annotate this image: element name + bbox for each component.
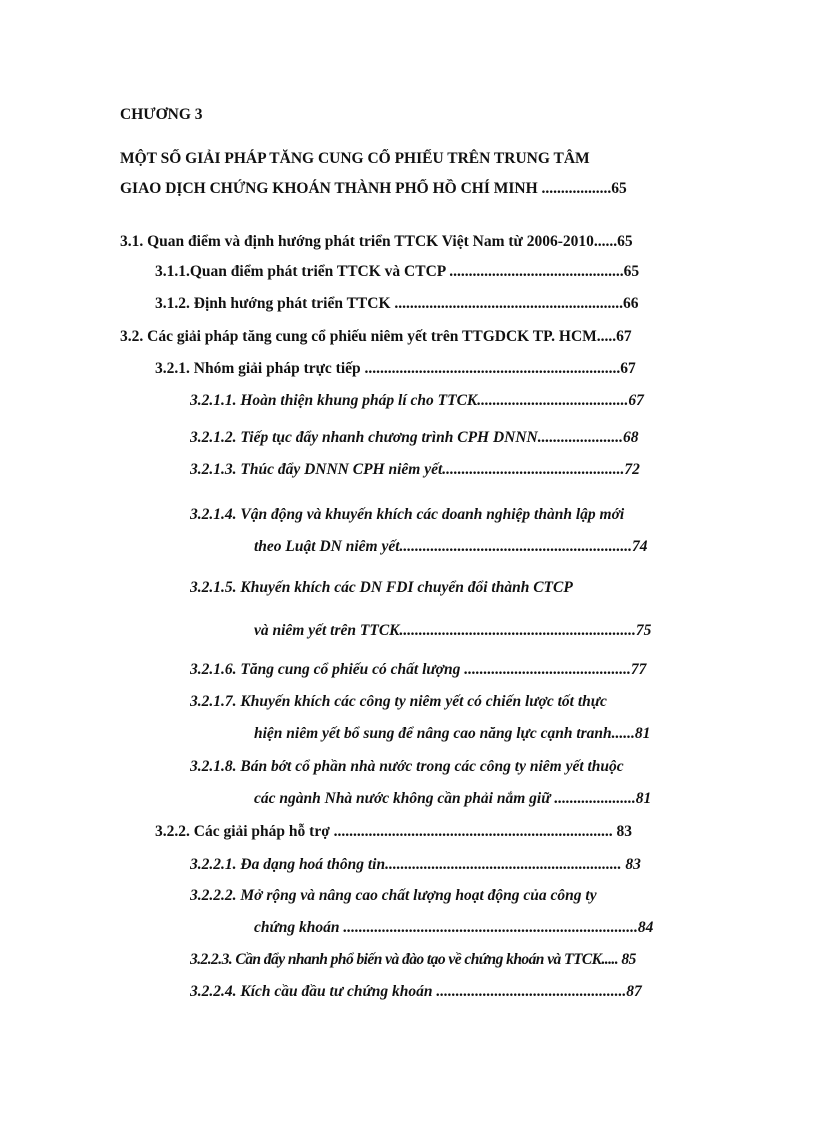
toc-entry-3-2-1-7: 3.2.1.7. Khuyến khích các công ty niêm yết có chiến lược tốt thực	[190, 693, 607, 710]
chapter-label: CHƯƠNG 3	[120, 106, 203, 123]
toc-entry-3-2-1-7-cont: hiện niêm yết bổ sung để nâng cao năng lực cạnh tranh......81	[254, 725, 651, 742]
toc-entry-3-2-1-8-cont: các ngành Nhà nước không cần phải nắm giữ .....................81	[254, 790, 652, 807]
toc-entry-3-2-1-1: 3.2.1.1. Hoàn thiện khung pháp lí cho TTCK.......................................67	[190, 392, 644, 409]
toc-entry-3-2-2-3: 3.2.2.3. Cần đẩy nhanh phổ biến và đào tạo về chứng khoán và TTCK..... 85	[190, 951, 636, 968]
toc-entry-3-2-1-5-cont: và niêm yết trên TTCK.............................................................75	[254, 622, 652, 639]
chapter-title-line-2: GIAO DỊCH CHỨNG KHOÁN THÀNH PHỐ HỒ CHÍ MINH ..................65	[120, 180, 627, 197]
toc-entry-3-2-1-4: 3.2.1.4. Vận động và khuyến khích các doanh nghiệp thành lập mới	[190, 506, 625, 523]
toc-entry-3-1-2: 3.1.2. Định hướng phát triển TTCK ...........................................................66	[155, 295, 639, 312]
toc-entry-3-2-1-3: 3.2.1.3. Thúc đẩy DNNN CPH niêm yết...............................................72	[190, 461, 640, 478]
toc-entry-3-2-2-4: 3.2.2.4. Kích cầu đầu tư chứng khoán .................................................87	[190, 983, 642, 1000]
toc-entry-3-2-2-1: 3.2.2.1. Đa dạng hoá thông tin............................................................. 83	[190, 856, 641, 873]
toc-entry-3-2-2: 3.2.2. Các giải pháp hỗ trợ ........................................................................ 83	[155, 823, 633, 840]
toc-entry-3-2-2-2-cont: chứng khoán ............................................................................84	[254, 919, 654, 936]
toc-entry-3-1: 3.1. Quan điểm và định hướng phát triển TTCK Việt Nam từ 2006-2010......65	[120, 233, 633, 250]
toc-entry-3-2-1: 3.2.1. Nhóm giải pháp trực tiếp ..................................................................67	[155, 360, 636, 377]
toc-entry-3-2-1-2: 3.2.1.2. Tiếp tục đẩy nhanh chương trình CPH DNNN......................68	[190, 429, 639, 446]
toc-entry-3-2: 3.2. Các giải pháp tăng cung cổ phiếu niêm yết trên TTGDCK TP. HCM.....67	[120, 328, 632, 345]
toc-entry-3-2-2-2: 3.2.2.2. Mở rộng và nâng cao chất lượng hoạt động của công ty	[190, 887, 597, 904]
chapter-title-line-1: MỘT SỐ GIẢI PHÁP TĂNG CUNG CỔ PHIẾU TRÊN TRUNG TÂM	[120, 150, 590, 167]
toc-entry-3-2-1-6: 3.2.1.6. Tăng cung cổ phiếu có chất lượng ...........................................77	[190, 661, 647, 678]
toc-entry-3-1-1: 3.1.1.Quan điểm phát triển TTCK và CTCP .............................................65	[155, 263, 640, 280]
toc-entry-3-2-1-5: 3.2.1.5. Khuyến khích các DN FDI chuyển đổi thành CTCP	[190, 579, 573, 596]
toc-entry-3-2-1-8: 3.2.1.8. Bán bớt cổ phần nhà nước trong các công ty niêm yết thuộc	[190, 758, 624, 775]
toc-entry-3-2-1-4-cont: theo Luật DN niêm yết............................................................74	[254, 538, 648, 555]
